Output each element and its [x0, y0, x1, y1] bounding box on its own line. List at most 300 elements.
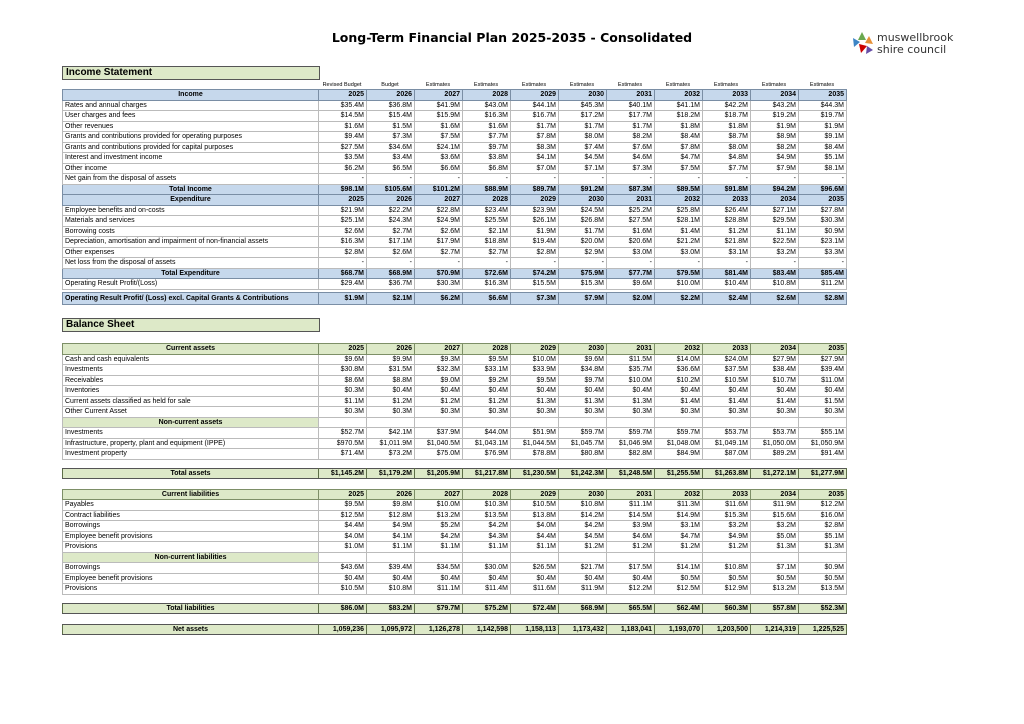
value-cell: $79.7M	[415, 603, 463, 613]
value-cell: 2032	[655, 489, 703, 500]
value-cell: 2026	[367, 489, 415, 500]
value-cell: $15.3M	[703, 510, 751, 521]
value-cell: $7.3M	[367, 132, 415, 143]
value-cell: 2034	[751, 489, 799, 500]
current-asset-row	[63, 396, 847, 407]
value-cell: 2029	[511, 489, 559, 500]
column-type-label: Estimates	[713, 82, 739, 88]
value-cell: $26.4M	[703, 205, 751, 216]
value-cell: $68.7M	[319, 268, 367, 279]
value-cell: $0.5M	[655, 573, 703, 584]
income-row	[63, 142, 847, 153]
value-cell: $8.7M	[703, 132, 751, 143]
value-cell: $1.1M	[415, 542, 463, 553]
value-cell: $1,044.5M	[511, 438, 559, 449]
value-cell: $16.3M	[463, 279, 511, 290]
value-cell: $2.2M	[655, 292, 703, 304]
value-cell: $7.5M	[415, 132, 463, 143]
value-cell: $4.6M	[607, 531, 655, 542]
value-cell: 2034	[751, 344, 799, 355]
value-cell: $1,205.9M	[415, 468, 463, 478]
council-logo	[849, 30, 969, 64]
value-cell: $29.5M	[751, 216, 799, 227]
value-cell: $1.5M	[367, 121, 415, 132]
value-cell: $3.2M	[751, 521, 799, 532]
value-cell: $2.6M	[319, 226, 367, 237]
value-cell: $91.4M	[799, 449, 847, 460]
value-cell: $2.7M	[367, 226, 415, 237]
value-cell: 2032	[655, 195, 703, 206]
value-cell: 2033	[703, 195, 751, 206]
value-cell: $1.6M	[463, 121, 511, 132]
value-cell: $16.7M	[511, 111, 559, 122]
value-cell: $18.7M	[703, 111, 751, 122]
value-cell: $2.1M	[463, 226, 511, 237]
value-cell: $22.8M	[415, 205, 463, 216]
value-cell: $17.1M	[367, 237, 415, 248]
value-cell: $2.6M	[415, 226, 463, 237]
value-cell: -	[655, 258, 703, 269]
value-cell: $5.1M	[799, 153, 847, 164]
value-cell: 2027	[415, 489, 463, 500]
value-cell: $17.5M	[607, 563, 655, 574]
value-cell: $970.5M	[319, 438, 367, 449]
value-cell: $1,248.5M	[607, 468, 655, 478]
operating-result-excl-row	[63, 292, 847, 304]
value-cell: $33.1M	[463, 365, 511, 376]
value-cell: $11.1M	[607, 500, 655, 511]
value-cell: $91.8M	[703, 184, 751, 195]
value-cell: $27.9M	[751, 354, 799, 365]
value-cell: $59.7M	[559, 428, 607, 439]
row-label: Employee benefit provisions	[63, 531, 319, 542]
value-cell: $14.0M	[655, 354, 703, 365]
value-cell: $1.4M	[703, 396, 751, 407]
value-cell: $98.1M	[319, 184, 367, 195]
value-cell: 2029	[511, 195, 559, 206]
value-cell: $9.6M	[607, 279, 655, 290]
value-cell: $39.4M	[799, 365, 847, 376]
value-cell: 2027	[415, 195, 463, 206]
value-cell: $1.6M	[607, 226, 655, 237]
value-cell: $11.2M	[799, 279, 847, 290]
value-cell: $12.2M	[799, 500, 847, 511]
row-label: Current assets classified as held for sale	[63, 396, 319, 407]
value-cell: $0.3M	[511, 407, 559, 418]
value-cell: $26.8M	[559, 216, 607, 227]
value-cell: $12.2M	[607, 584, 655, 595]
value-cell: $8.4M	[655, 132, 703, 143]
row-label: Total Income	[63, 184, 319, 195]
value-cell	[559, 552, 607, 563]
value-cell: $1.8M	[703, 121, 751, 132]
value-cell: $52.3M	[799, 603, 847, 613]
value-cell: $9.3M	[415, 354, 463, 365]
value-cell: $9.9M	[367, 354, 415, 365]
value-cell: $0.4M	[607, 573, 655, 584]
value-cell: $17.7M	[607, 111, 655, 122]
value-cell: -	[511, 174, 559, 185]
value-cell: $5.1M	[799, 531, 847, 542]
value-cell: $15.5M	[511, 279, 559, 290]
value-cell: $1.3M	[511, 396, 559, 407]
value-cell: $4.7M	[655, 153, 703, 164]
current-liabilities-header-row	[63, 489, 847, 500]
value-cell: $7.8M	[511, 132, 559, 143]
value-cell: $87.0M	[703, 449, 751, 460]
row-label: Current liabilities	[63, 489, 319, 500]
value-cell: $80.8M	[559, 449, 607, 460]
value-cell: $19.2M	[751, 111, 799, 122]
expenditure-row	[63, 258, 847, 269]
value-cell: $6.5M	[367, 163, 415, 174]
value-cell: $84.9M	[655, 449, 703, 460]
value-cell: $8.1M	[799, 163, 847, 174]
value-cell: $11.9M	[559, 584, 607, 595]
value-cell: $23.4M	[463, 205, 511, 216]
current-asset-row	[63, 365, 847, 376]
row-label: Interest and investment income	[63, 153, 319, 164]
value-cell: $83.4M	[751, 268, 799, 279]
value-cell: $18.2M	[655, 111, 703, 122]
value-cell: $8.6M	[319, 375, 367, 386]
value-cell: $2.8M	[799, 292, 847, 304]
income-row	[63, 153, 847, 164]
row-label: Total assets	[63, 468, 319, 478]
value-cell: $40.1M	[607, 100, 655, 111]
value-cell	[703, 552, 751, 563]
income-row	[63, 100, 847, 111]
total-liabilities-row	[63, 603, 847, 613]
value-cell: $15.6M	[751, 510, 799, 521]
value-cell: $34.5M	[415, 563, 463, 574]
value-cell: $9.6M	[559, 354, 607, 365]
value-cell: $1,011.9M	[367, 438, 415, 449]
value-cell: $0.3M	[751, 407, 799, 418]
value-cell: $36.8M	[367, 100, 415, 111]
value-cell: $1.6M	[415, 121, 463, 132]
value-cell: $0.3M	[463, 407, 511, 418]
value-cell: $1,049.1M	[703, 438, 751, 449]
value-cell: $60.3M	[703, 603, 751, 613]
value-cell: $0.4M	[655, 386, 703, 397]
value-cell: $0.4M	[319, 573, 367, 584]
value-cell: $9.5M	[319, 500, 367, 511]
income-header-row	[63, 90, 847, 101]
value-cell: $0.3M	[367, 407, 415, 418]
value-cell: $20.6M	[607, 237, 655, 248]
value-cell: 2026	[367, 344, 415, 355]
value-cell: 1,095,972	[367, 624, 415, 634]
value-cell: $1.1M	[751, 226, 799, 237]
value-cell: $15.9M	[415, 111, 463, 122]
noncurrent-liabilities-header-row	[63, 552, 847, 563]
value-cell: $28.1M	[655, 216, 703, 227]
value-cell: $9.7M	[559, 375, 607, 386]
value-cell	[511, 417, 559, 428]
value-cell: $25.5M	[463, 216, 511, 227]
value-cell: $25.1M	[319, 216, 367, 227]
value-cell: $74.2M	[511, 268, 559, 279]
value-cell: $44.1M	[511, 100, 559, 111]
value-cell	[367, 417, 415, 428]
value-cell: $30.8M	[319, 365, 367, 376]
value-cell: $21.2M	[655, 237, 703, 248]
column-type-label: Budget	[381, 82, 399, 88]
value-cell: $27.1M	[751, 205, 799, 216]
value-cell: $72.6M	[463, 268, 511, 279]
balance-sheet-heading: Balance Sheet	[62, 318, 320, 332]
value-cell: -	[751, 258, 799, 269]
value-cell: $1.1M	[463, 542, 511, 553]
value-cell: $0.5M	[799, 573, 847, 584]
row-label: Net loss from the disposal of assets	[63, 258, 319, 269]
value-cell	[415, 417, 463, 428]
value-cell: -	[415, 258, 463, 269]
value-cell: $96.6M	[799, 184, 847, 195]
value-cell: $2.8M	[319, 247, 367, 258]
value-cell: 2030	[559, 195, 607, 206]
value-cell: $0.4M	[511, 386, 559, 397]
value-cell: $1,179.2M	[367, 468, 415, 478]
value-cell: $21.8M	[703, 237, 751, 248]
value-cell: $10.7M	[751, 375, 799, 386]
value-cell: $79.5M	[655, 268, 703, 279]
value-cell	[655, 552, 703, 563]
value-cell: -	[799, 174, 847, 185]
value-cell: -	[319, 258, 367, 269]
value-cell: -	[511, 258, 559, 269]
value-cell	[799, 417, 847, 428]
value-cell: $1.4M	[751, 396, 799, 407]
value-cell: $8.0M	[559, 132, 607, 143]
value-cell: $24.5M	[559, 205, 607, 216]
value-cell: $3.9M	[607, 521, 655, 532]
current-asset-row	[63, 354, 847, 365]
value-cell: $4.2M	[559, 521, 607, 532]
value-cell: $9.4M	[319, 132, 367, 143]
value-cell: $0.4M	[511, 573, 559, 584]
column-type-label: Revised Budget	[322, 82, 362, 88]
value-cell: -	[415, 174, 463, 185]
row-label: Net assets	[63, 624, 319, 634]
value-cell: $86.0M	[319, 603, 367, 613]
row-label: Non-current liabilities	[63, 552, 319, 563]
value-cell: $2.6M	[367, 247, 415, 258]
value-cell: $0.3M	[319, 386, 367, 397]
value-cell: $28.8M	[703, 216, 751, 227]
row-label: Other Current Asset	[63, 407, 319, 418]
value-cell: $68.9M	[367, 268, 415, 279]
income-row	[63, 121, 847, 132]
value-cell: $41.9M	[415, 100, 463, 111]
value-cell: $8.0M	[703, 142, 751, 153]
value-cell: $4.5M	[559, 153, 607, 164]
value-cell: $4.1M	[511, 153, 559, 164]
value-cell: $11.3M	[655, 500, 703, 511]
expenditure-row	[63, 226, 847, 237]
row-label: Employee benefit provisions	[63, 573, 319, 584]
row-label: Other income	[63, 163, 319, 174]
value-cell: 2028	[463, 344, 511, 355]
row-label: Net gain from the disposal of assets	[63, 174, 319, 185]
value-cell: $10.8M	[751, 279, 799, 290]
value-cell: $2.0M	[607, 292, 655, 304]
value-cell: $11.6M	[703, 500, 751, 511]
value-cell: $72.4M	[511, 603, 559, 613]
value-cell: $10.5M	[511, 500, 559, 511]
value-cell: $1.2M	[703, 542, 751, 553]
value-cell: $3.2M	[751, 247, 799, 258]
value-cell: -	[799, 258, 847, 269]
value-cell: $51.9M	[511, 428, 559, 439]
value-cell: $27.5M	[319, 142, 367, 153]
value-cell: $1.2M	[415, 396, 463, 407]
value-cell: $7.0M	[511, 163, 559, 174]
value-cell	[559, 417, 607, 428]
value-cell: -	[367, 258, 415, 269]
column-type-labels	[318, 82, 846, 88]
value-cell: $1.3M	[559, 396, 607, 407]
row-label: Operating Result Profit/(Loss)	[63, 279, 319, 290]
value-cell: $21.9M	[319, 205, 367, 216]
value-cell: $14.1M	[655, 563, 703, 574]
value-cell: 2025	[319, 489, 367, 500]
value-cell: $88.9M	[463, 184, 511, 195]
row-label: Employee benefits and on-costs	[63, 205, 319, 216]
value-cell: $73.2M	[367, 449, 415, 460]
row-label: Operating Result Profit/ (Loss) excl. Capital Grants & Contributions	[63, 292, 319, 304]
value-cell: $6.6M	[415, 163, 463, 174]
value-cell: $23.1M	[799, 237, 847, 248]
value-cell: $11.0M	[799, 375, 847, 386]
current-asset-row	[63, 375, 847, 386]
value-cell: 2025	[319, 344, 367, 355]
spacer-row	[63, 478, 847, 489]
value-cell: 2033	[703, 489, 751, 500]
value-cell	[655, 417, 703, 428]
value-cell: $15.3M	[559, 279, 607, 290]
value-cell: $10.0M	[607, 375, 655, 386]
noncurrent-asset-row	[63, 428, 847, 439]
value-cell: $9.5M	[463, 354, 511, 365]
value-cell: $16.3M	[319, 237, 367, 248]
value-cell: $39.4M	[367, 563, 415, 574]
value-cell: $13.5M	[799, 584, 847, 595]
value-cell: $1.7M	[511, 121, 559, 132]
value-cell: $9.7M	[463, 142, 511, 153]
row-label: Provisions	[63, 542, 319, 553]
total-expenditure-row	[63, 268, 847, 279]
value-cell: -	[751, 174, 799, 185]
value-cell: $7.5M	[655, 163, 703, 174]
row-label: Non-current assets	[63, 417, 319, 428]
value-cell: $1.7M	[607, 121, 655, 132]
row-label: Contract liabilities	[63, 510, 319, 521]
row-label: Borrowing costs	[63, 226, 319, 237]
value-cell: $52.7M	[319, 428, 367, 439]
value-cell: $43.6M	[319, 563, 367, 574]
value-cell: $7.7M	[463, 132, 511, 143]
value-cell	[415, 552, 463, 563]
value-cell: $8.2M	[607, 132, 655, 143]
value-cell: $1.2M	[703, 226, 751, 237]
value-cell: 1,126,278	[415, 624, 463, 634]
value-cell: $1.7M	[559, 121, 607, 132]
value-cell: $105.6M	[367, 184, 415, 195]
value-cell: $85.4M	[799, 268, 847, 279]
column-type-label: Estimates	[473, 82, 499, 88]
value-cell: $1,046.9M	[607, 438, 655, 449]
value-cell: $34.8M	[559, 365, 607, 376]
value-cell: $1,217.8M	[463, 468, 511, 478]
value-cell: 2031	[607, 489, 655, 500]
value-cell: $8.8M	[367, 375, 415, 386]
value-cell: $34.6M	[367, 142, 415, 153]
value-cell: $4.4M	[319, 521, 367, 532]
value-cell: $10.2M	[655, 375, 703, 386]
value-cell: $75.2M	[463, 603, 511, 613]
value-cell: $0.3M	[415, 407, 463, 418]
value-cell: $9.8M	[367, 500, 415, 511]
value-cell: -	[703, 174, 751, 185]
value-cell: $23.9M	[511, 205, 559, 216]
value-cell: $55.1M	[799, 428, 847, 439]
value-cell: $0.4M	[415, 386, 463, 397]
noncurrent-liability-row	[63, 563, 847, 574]
value-cell: $4.7M	[655, 531, 703, 542]
value-cell: $3.5M	[319, 153, 367, 164]
value-cell: $1.0M	[319, 542, 367, 553]
value-cell: $5.0M	[751, 531, 799, 542]
value-cell: $1,263.8M	[703, 468, 751, 478]
value-cell: $3.0M	[607, 247, 655, 258]
value-cell: $30.3M	[799, 216, 847, 227]
column-type-label: Estimates	[617, 82, 643, 88]
value-cell: $0.5M	[703, 573, 751, 584]
value-cell: $0.9M	[799, 563, 847, 574]
total-income-row	[63, 184, 847, 195]
value-cell: $37.9M	[415, 428, 463, 439]
total-assets-row	[63, 468, 847, 478]
value-cell: 2026	[367, 90, 415, 101]
value-cell: 2033	[703, 344, 751, 355]
value-cell: $3.0M	[655, 247, 703, 258]
value-cell: $7.9M	[751, 163, 799, 174]
value-cell: -	[463, 174, 511, 185]
income-row	[63, 163, 847, 174]
value-cell: -	[607, 174, 655, 185]
value-cell: $89.7M	[511, 184, 559, 195]
value-cell: $57.8M	[751, 603, 799, 613]
value-cell: $10.5M	[319, 584, 367, 595]
value-cell: $1.4M	[655, 396, 703, 407]
value-cell: 1,214,319	[751, 624, 799, 634]
value-cell: $33.9M	[511, 365, 559, 376]
value-cell: 2035	[799, 489, 847, 500]
value-cell: $11.9M	[751, 500, 799, 511]
value-cell: $1.1M	[319, 396, 367, 407]
operating-result-row	[63, 279, 847, 290]
value-cell: 2030	[559, 90, 607, 101]
value-cell: $43.2M	[751, 100, 799, 111]
value-cell: $30.3M	[415, 279, 463, 290]
value-cell: -	[559, 174, 607, 185]
logo-mark-icon	[849, 30, 875, 56]
value-cell: $43.0M	[463, 100, 511, 111]
row-label: Grants and contributions provided for capital purposes	[63, 142, 319, 153]
value-cell: $44.0M	[463, 428, 511, 439]
